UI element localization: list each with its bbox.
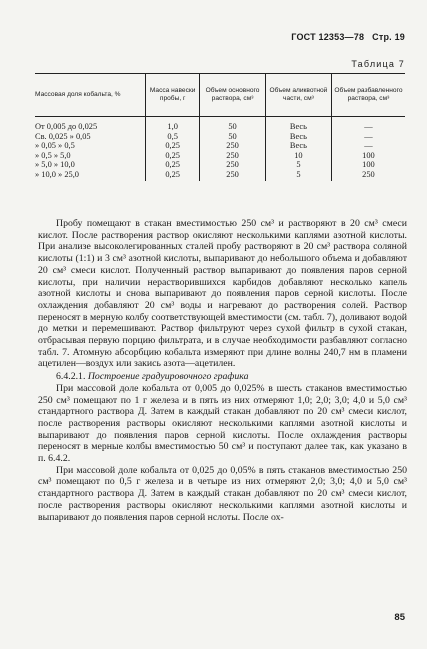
body-text (38, 218, 407, 523)
page-reference: Стр. 19 (372, 32, 405, 42)
table-cell: 50 (200, 117, 266, 132)
subsection-title: Построение градуировочного графика (87, 371, 249, 383)
table-cell: 250 (200, 151, 266, 161)
table-cell: 10 (265, 151, 331, 161)
table-cell: 50 (200, 132, 266, 142)
table-cell: 0,25 (146, 160, 200, 170)
table-cell: » 0,5 » 5,0 (35, 150, 71, 160)
table-row (35, 132, 405, 142)
standard-code: ГОСТ 12353—78 (291, 32, 365, 42)
table-header-row (35, 74, 405, 117)
table-cell: 250 (200, 170, 266, 182)
table-title: Таблица 7 (351, 59, 405, 69)
paragraph: При массовой доле кобальта от 0,005 до 0,025% в шесть стаканов вместимостью 250 см³ помещают по 1 г железа и в пять из них отмеряют 1,0; 2,0; 3,0; 4,0 и 5,0 см³ стандартного раствора Д. Затем в каждый стакан добавляют по 20 см³ смеси кислот, после растворения растворы окисляют несколькими каплями азотной кислоты и выпаривают до появления паров серной кислоты. После охлаждения растворы переносят в мерные колбы вместимостью 50 см³ и поступают далее так, как указано в п. 6.4.2. (38, 382, 407, 465)
table-row (35, 160, 405, 170)
column-header: Масса навески пробы, г (146, 74, 200, 117)
data-table (35, 73, 405, 181)
page-number: 85 (394, 612, 405, 623)
page-header (291, 32, 405, 42)
table-cell: Св. 0,025 » 0,05 (35, 131, 91, 141)
table-row (35, 170, 405, 182)
table-cell: 5 (265, 170, 331, 182)
table-cell: 250 (200, 141, 266, 151)
table-cell: » 10,0 » 25,0 (35, 169, 79, 179)
paragraph: Пробу помещают в стакан вместимостью 250 см³ и растворяют в 20 см³ смеси кислот. После растворения раствор окисляют несколькими каплями азотной кислоты. При анализе высоколегированных сталей пробу растворяют в 20 см³ раствора соляной кислоты (1:1) и 3 см³ азотной кислоты, выпаривают до небольшого объема и добавляют 20 см³ смеси кислот. Полученный раствор выпаривают до появления паров серной кислоты, при наличии нерастворившихся карбидов добавляют несколько капель азотной кислоты и снова выпаривают до появления паров серной кислоты. После охлаждения добавляют 20 см³ воды и нагревают до растворения солей. Раствор переносят в мерную колбу соответствующей вместимости (см. табл. 7), доливают водой до метки и перемешивают. Раствор фильтруют через сухой фильтр в сухой стакан, отбрасывая первую порцию фильтрата, и в случае необходимости разбавляют согласно табл. 7. Атомную абсорбцию кобальта измеряют при длине волны 240,7 нм в пламени ацетилен—воздух или закись азота—ацетилен. (38, 218, 407, 370)
table-cell: 100 (331, 160, 405, 170)
table-cell: 0,5 (146, 132, 200, 142)
column-header: Объем основного раствора, см³ (200, 74, 266, 117)
column-header: Объем разбавленного раствора, см³ (331, 74, 405, 117)
subsection-number: 6.4.2.1. (56, 371, 86, 383)
column-header: Массовая доля кобальта, % (35, 74, 146, 117)
table-cell: — (331, 117, 405, 132)
table-row (35, 117, 405, 132)
table-row (35, 151, 405, 161)
table-cell: Весь (265, 141, 331, 151)
column-header: Объем аликвотной части, см³ (265, 74, 331, 117)
table-cell: Весь (265, 117, 331, 132)
table-cell: — (331, 141, 405, 151)
table-cell: 0,25 (146, 141, 200, 151)
table-cell: 100 (331, 151, 405, 161)
table-cell: 0,25 (146, 170, 200, 182)
table-cell: От 0,005 до 0,025 (35, 122, 98, 131)
paragraph: При массовой доле кобальта от 0,025 до 0,05% в пять стаканов вместимостью 250 см³ помещают по 0,5 г железа и в четыре из них отмеряют 2,0; 3,0; 4,0 и 5,0 см³ стандартного раствора Д. Затем в каждый стакан добавляют по 20 см³ смеси кислот, после растворения растворы окисляют несколькими каплями азотной кислоты и выпаривают до появления паров серной нслоты. После ох- (38, 464, 407, 523)
table-cell: 1,0 (146, 117, 200, 132)
table-cell: 5 (265, 160, 331, 170)
table-cell: 0,25 (146, 151, 200, 161)
table-cell: 250 (200, 160, 266, 170)
table-row (35, 141, 405, 151)
table-cell: 250 (331, 170, 405, 182)
table-cell: Весь (265, 132, 331, 142)
table-cell: » 5,0 » 10,0 (35, 160, 75, 169)
table-cell: » 0,05 » 0,5 (35, 141, 75, 150)
table-cell: — (331, 132, 405, 142)
subsection-heading (38, 371, 407, 383)
